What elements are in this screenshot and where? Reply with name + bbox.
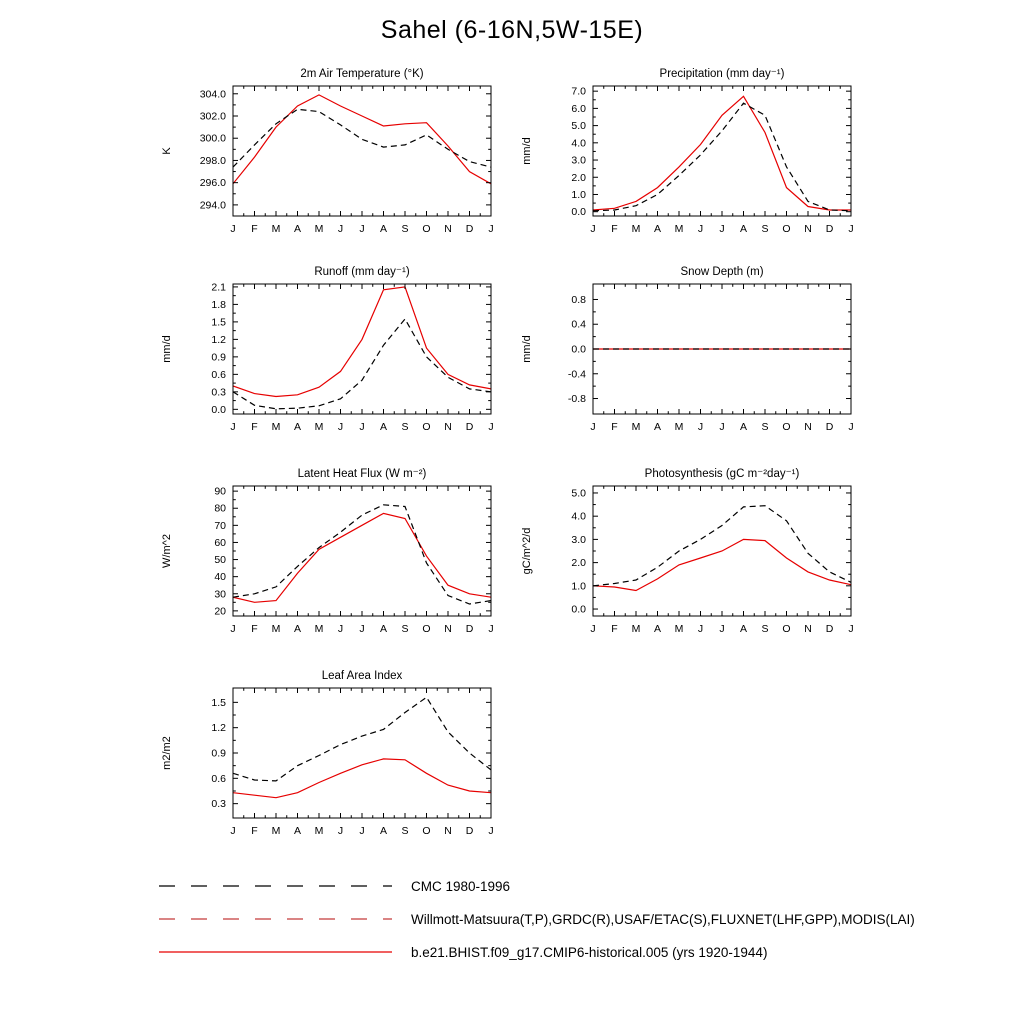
x-tick-label: D [825, 223, 834, 235]
y-tick-label: 0.6 [211, 368, 226, 381]
y-tick-label: 0.8 [571, 293, 586, 306]
x-tick-label: M [271, 623, 281, 635]
legend [158, 876, 915, 975]
x-tick-label: J [488, 825, 494, 837]
y-axis [211, 281, 491, 415]
series-lines [233, 287, 491, 409]
y-tick-label: 80 [214, 502, 226, 515]
y-tick-label: 3.0 [571, 154, 586, 167]
x-tick-label: F [251, 623, 258, 635]
y-tick-label: 0.3 [211, 386, 226, 399]
x-tick-label: J [697, 421, 704, 433]
x-tick-label: N [804, 623, 812, 635]
x-tick-label: M [631, 623, 641, 635]
x-tick-label: J [230, 825, 236, 837]
x-tick-label: N [444, 421, 452, 433]
x-tick-label: O [422, 223, 431, 235]
x-tick-label: J [230, 223, 236, 235]
chart-snow-depth [515, 260, 865, 446]
chart-latent-heat-flux [155, 462, 505, 648]
y-tick-label: 0.0 [211, 403, 226, 416]
chart-air-temperature [155, 62, 505, 248]
series-lines [593, 506, 851, 591]
series-model [233, 513, 491, 602]
y-tick-label: -0.8 [567, 393, 586, 406]
y-tick-label: 0.6 [211, 772, 226, 785]
legend-line-sample-black-dashed [158, 876, 393, 896]
y-axis-label: mm/d [521, 335, 533, 363]
x-tick-label: J [337, 223, 344, 235]
x-tick-label: M [314, 825, 324, 837]
legend-label: CMC 1980-1996 [411, 878, 511, 894]
runoff-plot [155, 260, 505, 446]
legend-item-obs-composite [158, 909, 915, 929]
series-lines [233, 95, 491, 184]
y-tick-label: 70 [214, 519, 226, 532]
y-tick-label: 1.0 [571, 580, 586, 593]
series-model [593, 96, 851, 210]
y-tick-label: 60 [214, 536, 226, 549]
chart-title: Runoff (mm day⁻¹) [314, 266, 410, 278]
y-axis-label: gC/m^2/d [521, 527, 533, 575]
y-tick-label: 90 [214, 485, 226, 498]
series-obs [593, 103, 851, 211]
chart-leaf-area-index [155, 664, 505, 850]
x-tick-label: M [271, 421, 281, 433]
y-tick-label: 3.0 [571, 533, 586, 546]
y-tick-label: 1.0 [571, 188, 586, 201]
x-tick-label: M [314, 623, 324, 635]
x-tick-label: M [674, 421, 684, 433]
x-tick-label: J [337, 421, 344, 433]
x-tick-label: A [293, 223, 302, 235]
x-tick-label: S [761, 623, 769, 635]
y-tick-label: 0.0 [571, 343, 586, 356]
x-tick-label: J [719, 421, 725, 433]
x-tick-label: D [465, 421, 474, 433]
x-tick-label: A [653, 223, 662, 235]
x-tick-label: M [631, 421, 641, 433]
y-tick-label: 30 [214, 588, 226, 601]
plot-frame [233, 486, 491, 616]
y-tick-label: 0.0 [571, 603, 586, 616]
x-tick-label: N [444, 825, 452, 837]
x-tick-label: O [422, 421, 431, 433]
y-tick-label: 6.0 [571, 102, 586, 115]
y-tick-label: 298.0 [199, 154, 226, 167]
x-tick-label: J [590, 623, 596, 635]
legend-item-model-run [158, 942, 915, 962]
plot-frame [593, 86, 851, 216]
photosynthesis-plot [515, 462, 865, 648]
y-tick-label: 20 [214, 605, 226, 618]
x-tick-label: J [359, 223, 365, 235]
y-tick-label: 1.8 [211, 298, 226, 311]
series-obs [233, 109, 491, 167]
x-axis [230, 688, 493, 837]
x-axis [590, 284, 853, 433]
x-tick-label: J [359, 421, 365, 433]
x-tick-label: A [653, 623, 662, 635]
snow-depth-plot [515, 260, 865, 446]
x-tick-label: M [314, 223, 324, 235]
x-tick-label: N [444, 623, 452, 635]
y-tick-label: 2.1 [211, 281, 226, 294]
x-tick-label: O [782, 223, 791, 235]
y-tick-label: 0.4 [571, 318, 586, 331]
legend-line-sample-red-solid [158, 942, 393, 962]
x-tick-label: O [782, 421, 791, 433]
chart-title: Snow Depth (m) [680, 266, 764, 278]
x-tick-label: S [761, 421, 769, 433]
x-tick-label: J [337, 825, 344, 837]
x-tick-label: D [825, 421, 834, 433]
y-axis [211, 697, 491, 810]
page-title: Sahel (6-16N,5W-15E) [380, 16, 644, 44]
series-model [233, 759, 491, 798]
x-tick-label: J [848, 223, 854, 235]
y-tick-label: 5.0 [571, 120, 586, 133]
x-tick-label: F [611, 223, 618, 235]
x-axis [230, 486, 493, 635]
y-tick-label: 2.0 [571, 557, 586, 570]
x-tick-label: M [674, 223, 684, 235]
x-tick-label: J [359, 825, 365, 837]
x-tick-label: J [848, 421, 854, 433]
x-tick-label: D [465, 223, 474, 235]
x-tick-label: F [611, 421, 618, 433]
legend-label: b.e21.BHIST.f09_g17.CMIP6-historical.005 (yrs 1920-1944) [411, 944, 768, 960]
y-tick-label: 300.0 [199, 132, 226, 145]
y-axis-label: W/m^2 [161, 534, 173, 568]
x-tick-label: A [379, 825, 388, 837]
y-tick-label: 302.0 [199, 110, 226, 123]
chart-title: Photosynthesis (gC m⁻²day⁻¹) [644, 468, 800, 480]
x-tick-label: M [271, 223, 281, 235]
y-tick-label: 0.9 [211, 747, 226, 760]
x-tick-label: M [314, 421, 324, 433]
x-tick-label: S [401, 223, 409, 235]
x-tick-label: J [359, 623, 365, 635]
x-axis [230, 86, 493, 235]
legend-label: Willmott-Matsuura(T,P),GRDC(R),USAF/ETAC(S),FLUXNET(LHF,GPP),MODIS(LAI) [411, 911, 915, 927]
x-tick-label: J [230, 421, 236, 433]
series-obs [233, 505, 491, 604]
x-tick-label: A [739, 223, 748, 235]
series-lines [233, 697, 491, 797]
y-axis-label: mm/d [521, 137, 533, 165]
x-tick-label: A [379, 421, 388, 433]
x-tick-label: J [697, 623, 704, 635]
y-tick-label: 4.0 [571, 510, 586, 523]
y-tick-label: 4.0 [571, 137, 586, 150]
chart-title: Latent Heat Flux (W m⁻²) [297, 468, 427, 480]
x-axis [230, 284, 493, 433]
x-tick-label: A [293, 825, 302, 837]
x-tick-label: O [422, 825, 431, 837]
y-axis [214, 486, 491, 618]
y-tick-label: 50 [214, 554, 226, 567]
y-axis [571, 487, 851, 615]
x-tick-label: A [739, 421, 748, 433]
leaf-area-index-plot [155, 664, 505, 850]
x-tick-label: S [401, 825, 409, 837]
chart-runoff [155, 260, 505, 446]
y-tick-label: 2.0 [571, 171, 586, 184]
chart-photosynthesis [515, 462, 865, 648]
x-tick-label: J [488, 421, 494, 433]
chart-precipitation [515, 62, 865, 248]
x-tick-label: O [422, 623, 431, 635]
x-tick-label: J [848, 623, 854, 635]
y-tick-label: 294.0 [199, 199, 226, 212]
x-tick-label: J [230, 623, 236, 635]
series-obs [233, 697, 491, 781]
y-tick-label: 1.5 [211, 696, 226, 709]
chart-title: Precipitation (mm day⁻¹) [659, 68, 785, 80]
chart-title: 2m Air Temperature (°K) [300, 68, 424, 80]
x-tick-label: F [611, 623, 618, 635]
x-tick-label: J [488, 223, 494, 235]
x-axis [590, 486, 853, 635]
y-axis-label: K [161, 147, 173, 155]
x-tick-label: A [739, 623, 748, 635]
precipitation-plot [515, 62, 865, 248]
latent-heat-flux-plot [155, 462, 505, 648]
x-tick-label: J [337, 623, 344, 635]
x-axis [590, 86, 853, 235]
x-tick-label: D [465, 623, 474, 635]
x-tick-label: O [782, 623, 791, 635]
x-tick-label: J [697, 223, 704, 235]
x-tick-label: A [379, 623, 388, 635]
y-axis [571, 86, 851, 219]
x-tick-label: F [251, 421, 258, 433]
x-tick-label: N [804, 223, 812, 235]
y-tick-label: 0.0 [571, 206, 586, 219]
plot-frame [233, 284, 491, 414]
legend-line-sample-red-dashed [158, 909, 393, 929]
y-axis-label: mm/d [161, 335, 173, 363]
x-tick-label: A [653, 421, 662, 433]
y-tick-label: 296.0 [199, 177, 226, 190]
y-tick-label: 1.5 [211, 316, 226, 329]
x-tick-label: M [631, 223, 641, 235]
series-model [233, 95, 491, 184]
series-model [593, 539, 851, 590]
x-tick-label: D [825, 623, 834, 635]
series-lines [233, 505, 491, 604]
x-tick-label: S [401, 623, 409, 635]
y-tick-label: 0.3 [211, 798, 226, 811]
x-tick-label: M [674, 623, 684, 635]
x-tick-label: F [251, 223, 258, 235]
y-tick-label: 1.2 [211, 722, 226, 735]
x-tick-label: N [444, 223, 452, 235]
x-tick-label: J [590, 223, 596, 235]
y-tick-label: 7.0 [571, 85, 586, 98]
x-tick-label: S [761, 223, 769, 235]
x-tick-label: A [293, 421, 302, 433]
y-tick-label: 40 [214, 571, 226, 584]
x-tick-label: M [271, 825, 281, 837]
x-tick-label: J [488, 623, 494, 635]
y-tick-label: 1.2 [211, 333, 226, 346]
x-tick-label: J [719, 223, 725, 235]
x-tick-label: S [401, 421, 409, 433]
y-axis-label: m2/m2 [161, 736, 173, 770]
x-tick-label: A [293, 623, 302, 635]
y-tick-label: -0.4 [567, 368, 586, 381]
legend-item-cmc [158, 876, 915, 896]
y-axis [200, 88, 491, 211]
x-tick-label: A [379, 223, 388, 235]
x-tick-label: J [590, 421, 596, 433]
x-tick-label: N [804, 421, 812, 433]
air-temperature-plot [155, 62, 505, 248]
x-tick-label: D [465, 825, 474, 837]
x-tick-label: F [251, 825, 258, 837]
y-tick-label: 0.9 [211, 351, 226, 364]
chart-title: Leaf Area Index [321, 670, 403, 682]
y-tick-label: 5.0 [571, 487, 586, 500]
series-lines [593, 96, 851, 211]
plot-frame [233, 688, 491, 818]
y-tick-label: 304.0 [199, 88, 226, 101]
x-tick-label: J [719, 623, 725, 635]
